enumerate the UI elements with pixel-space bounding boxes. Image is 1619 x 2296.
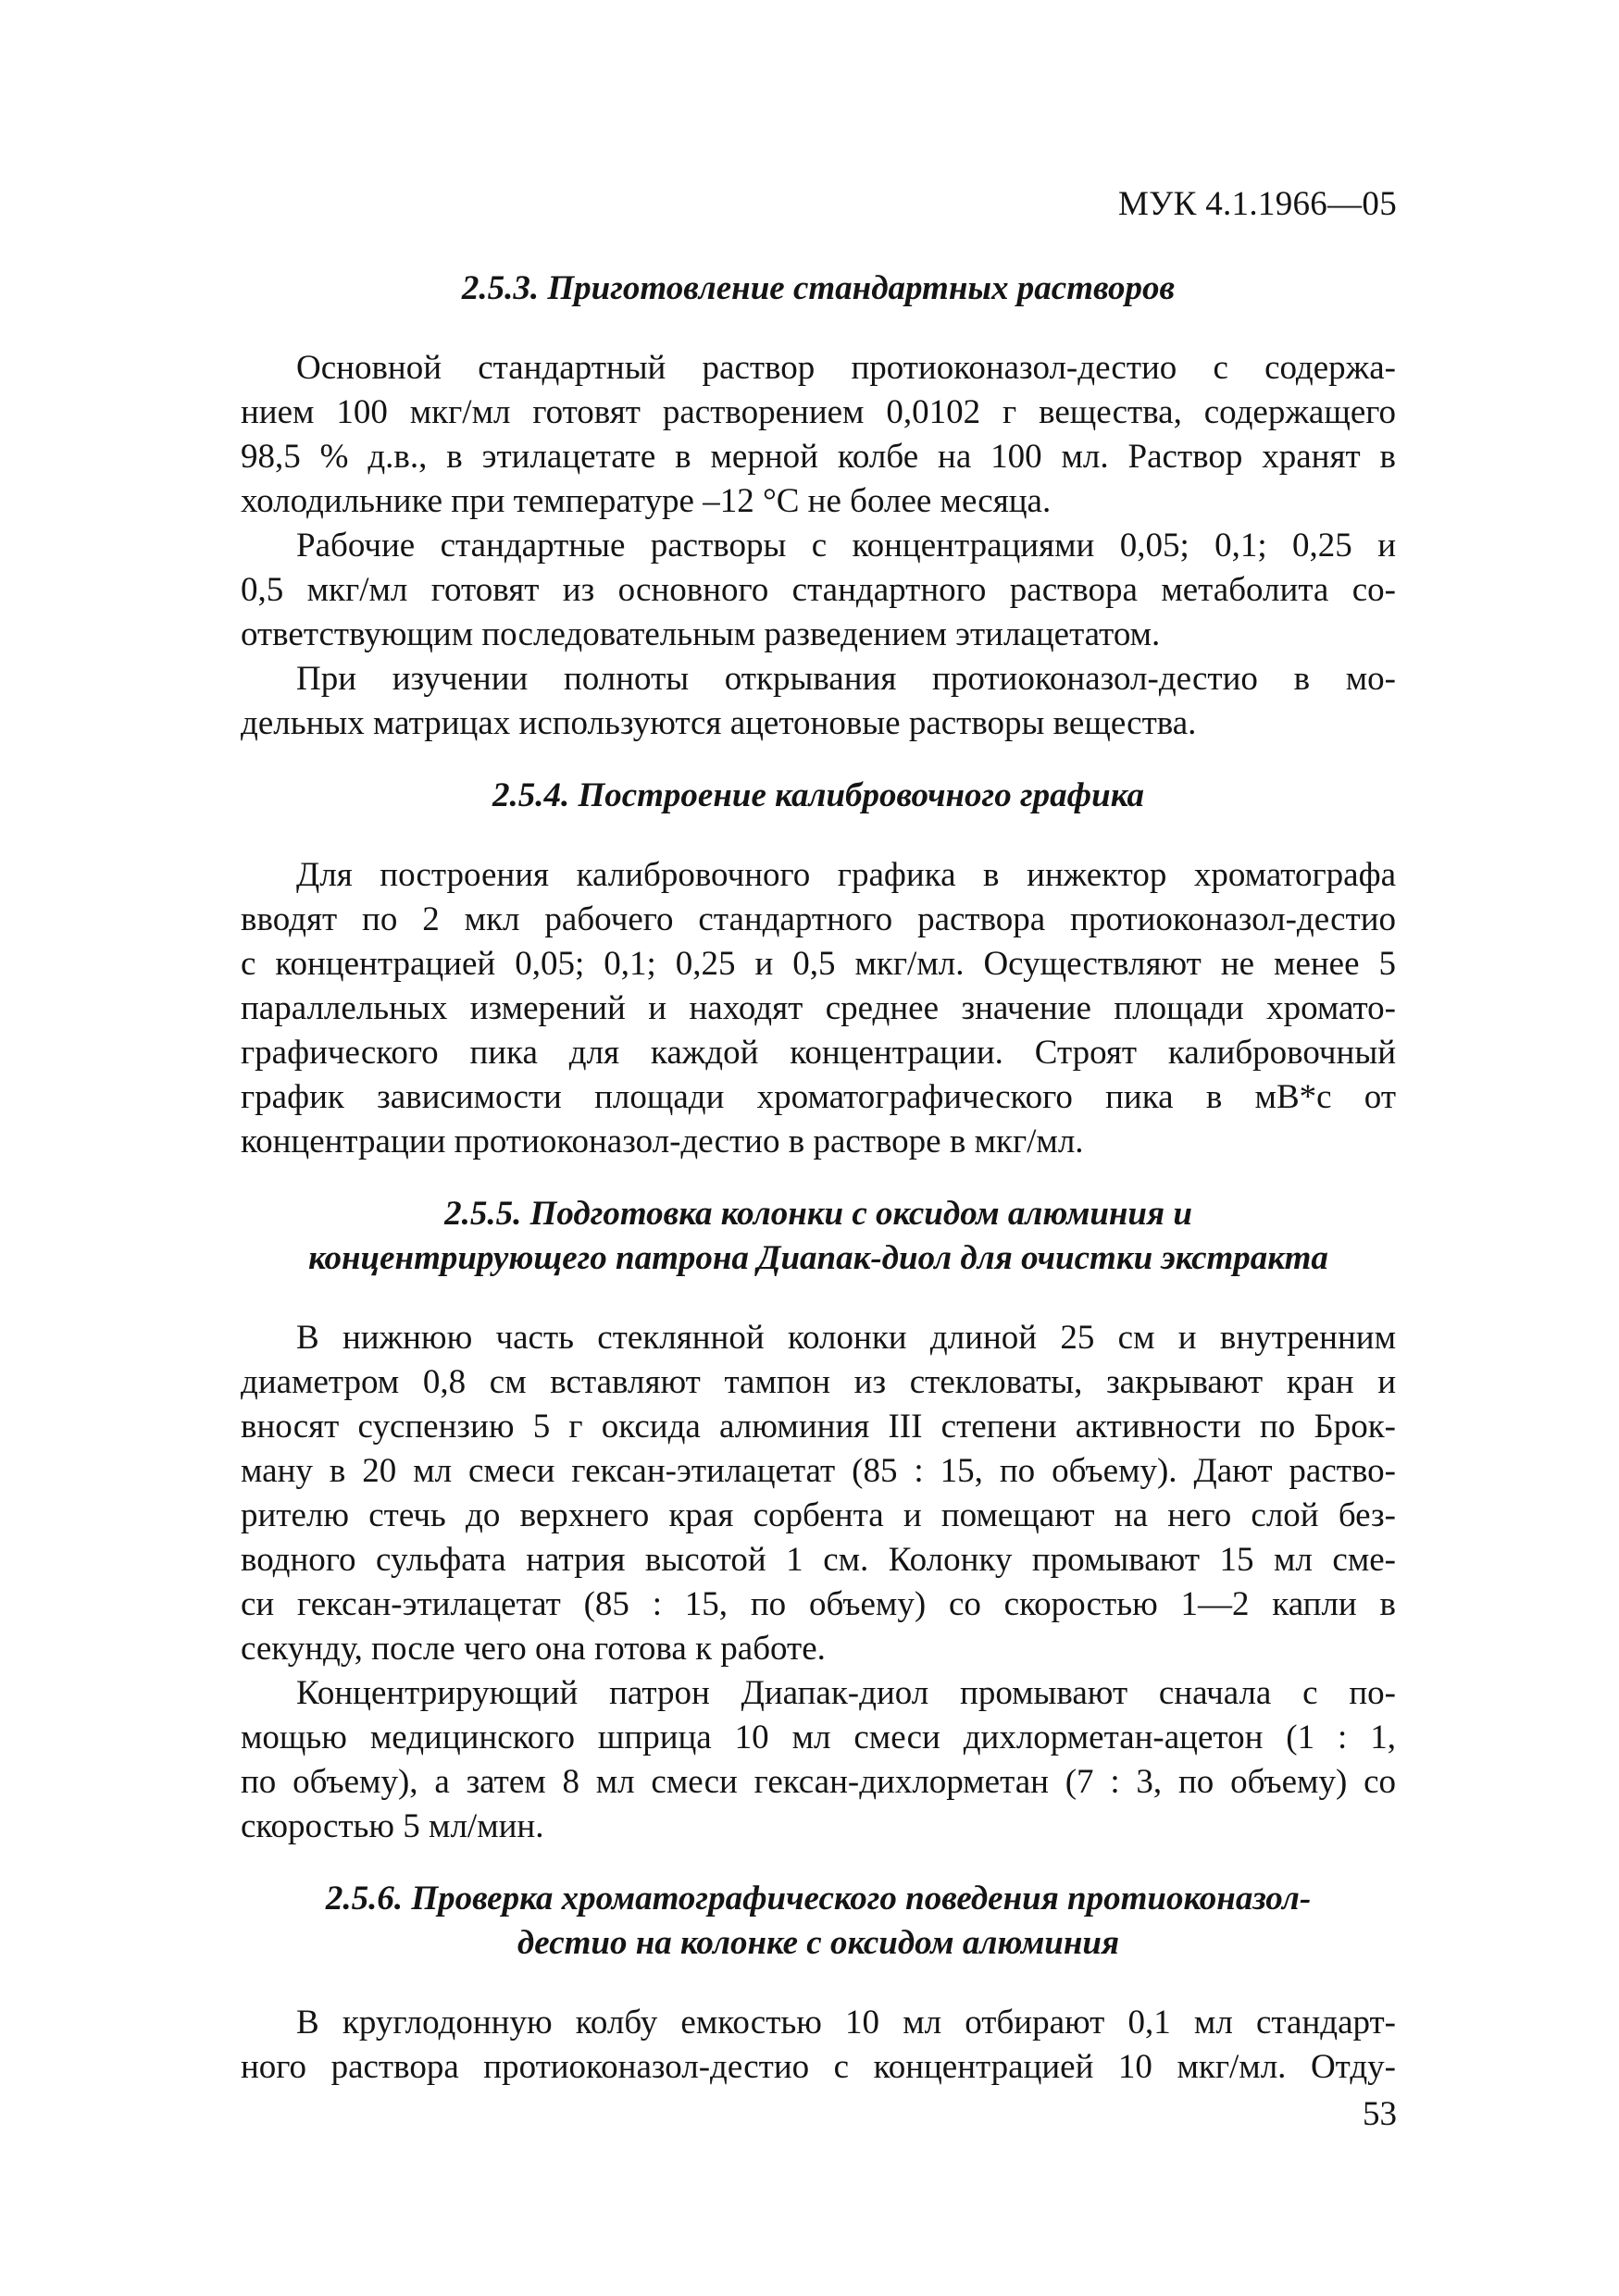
text-line: холодильнике при температуре –12 °С не более месяца. [241,482,1052,520]
paragraph [241,346,1396,524]
heading-line: 2.5.5. Подготовка колонки с оксидом алюминия и [444,1195,1192,1233]
text-line: параллельных измерений и находят среднее значение площади хромато- [241,989,1396,1027]
text-line: Основной стандартный раствор протиоконазол-дестио с содержа- [296,349,1396,387]
section-heading [241,1877,1396,1966]
text-line: рителю стечь до верхнего края сорбента и помещают на него слой без- [241,1496,1396,1534]
heading-line: 2.5.6. Проверка хроматографического поведения протиоконазол- [325,1880,1312,1917]
text-line: В нижнюю часть стеклянной колонки длиной 25 см и внутренним [296,1319,1396,1357]
heading-line: 2.5.3. Приготовление стандартных растворов [461,269,1176,307]
text-line: ответствующим последовательным разведением этилацетатом. [241,615,1161,653]
section-2-5-6 [241,1877,1396,2090]
paragraph [241,524,1396,657]
heading-line: 2.5.4. Построение калибровочного графика [492,776,1145,814]
text-line: ману в 20 мл смеси гексан-этилацетат (85 : 15, по объему). Дают раство- [241,1452,1396,1490]
section-2-5-5 [241,1192,1396,1849]
running-head-doc-code: МУК 4.1.1966—05 [1117,185,1397,223]
text-line: ного раствора протиоконазол-дестио с концентрацией 10 мкг/мл. Отду- [241,2048,1396,2086]
text-line: скоростью 5 мл/мин. [241,1807,544,1845]
text-line: В круглодонную колбу емкостью 10 мл отбирают 0,1 мл стандарт- [296,2004,1396,2042]
page-body [241,267,1396,2090]
text-line: с концентрацией 0,05; 0,1; 0,25 и 0,5 мкг/мл. Осуществляют не менее 5 [241,945,1396,983]
text-line: по объему), а затем 8 мл смеси гексан-дихлорметан (7 : 3, по объему) со [241,1763,1396,1801]
section-heading [241,267,1396,311]
text-line: вводят по 2 мкл рабочего стандартного раствора протиоконазол-дестио [241,900,1396,938]
section-heading [241,1192,1396,1281]
page-number: 53 [1363,2095,1397,2133]
heading-line: концентрирующего патрона Диапак-диол для очистки экстракта [308,1239,1328,1277]
text-line: мощью медицинского шприца 10 мл смеси дихлорметан-ацетон (1 : 1, [241,1719,1396,1756]
text-line: водного сульфата натрия высотой 1 см. Колонку промывают 15 мл сме- [241,1541,1396,1579]
text-line: концентрации протиоконазол-дестио в растворе в мкг/мл. [241,1123,1084,1160]
text-line: диаметром 0,8 см вставляют тампон из стекловаты, закрывают кран и [241,1363,1396,1401]
heading-line: дестио на колонке с оксидом алюминия [517,1924,1120,1962]
text-line: Концентрирующий патрон Диапак-диол промывают сначала с по- [296,1674,1396,1712]
text-line: нием 100 мкг/мл готовят растворением 0,0102 г вещества, содержащего [241,393,1396,431]
text-line: графического пика для каждой концентрации. Строят калибровочный [241,1034,1396,1072]
paragraph [241,2001,1396,2090]
text-line: 0,5 мкг/мл готовят из основного стандартного раствора метаболита со- [241,571,1396,609]
paragraph [241,657,1396,746]
text-line: вносят суспензию 5 г оксида алюминия III степени активности по Брок- [241,1408,1396,1446]
paragraph [241,1671,1396,1849]
section-2-5-3 [241,267,1396,746]
text-line: дельных матрицах используются ацетоновые растворы вещества. [241,704,1197,742]
section-heading [241,774,1396,818]
text-line: Рабочие стандартные растворы с концентрациями 0,05; 0,1; 0,25 и [296,527,1396,565]
text-line: секунду, после чего она готова к работе. [241,1630,826,1668]
text-line: си гексан-этилацетат (85 : 15, по объему) со скоростью 1—2 капли в [241,1585,1396,1623]
paragraph [241,853,1396,1164]
text-line: Для построения калибровочного графика в инжектор хроматографа [296,856,1396,894]
text-line: При изучении полноты открывания протиоконазол-дестио в мо- [296,660,1396,698]
text-line: график зависимости площади хроматографического пика в мВ*с от [241,1078,1396,1116]
text-line: 98,5 % д.в., в этилацетате в мерной колбе на 100 мл. Раствор хранят в [241,438,1396,476]
section-2-5-4 [241,774,1396,1164]
paragraph [241,1316,1396,1671]
